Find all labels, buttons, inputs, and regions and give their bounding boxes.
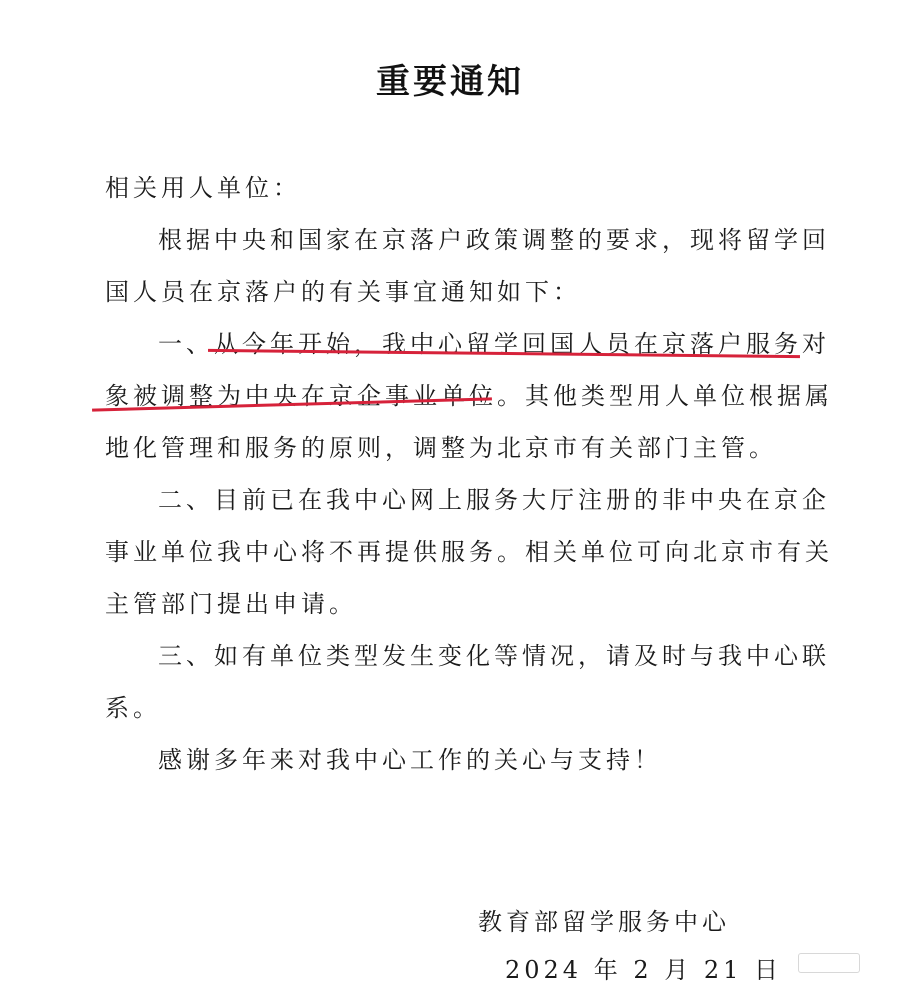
body-line: 象被调整为中央在京企事业单位。其他类型用人单位根据属: [105, 382, 833, 410]
body-line: 一、从今年开始，我中心留学回国人员在京落户服务对: [158, 330, 830, 358]
page-title: 重要通知: [376, 62, 524, 102]
body-line: 三、如有单位类型发生变化等情况，请及时与我中心联: [158, 642, 830, 670]
body-line: 感谢多年来对我中心工作的关心与支持！: [158, 746, 662, 774]
salutation: 相关用人单位：: [105, 174, 301, 202]
body-line: 根据中央和国家在京落户政策调整的要求，现将留学回: [158, 226, 830, 254]
body-line: 事业单位我中心将不再提供服务。相关单位可向北京市有关: [105, 538, 833, 566]
body-line: 地化管理和服务的原则，调整为北京市有关部门主管。: [105, 434, 777, 462]
body-line: 系。: [105, 694, 161, 722]
body-line: 国人员在京落户的有关事宜通知如下：: [105, 278, 581, 306]
body-line: 二、目前已在我中心网上服务大厅注册的非中央在京企: [158, 486, 830, 514]
signature-date: 2024 年 2 月 21 日: [505, 956, 783, 984]
signature-org: 教育部留学服务中心: [478, 908, 730, 936]
body-line: 主管部门提出申请。: [105, 590, 357, 618]
watermark-logo: [798, 953, 860, 973]
